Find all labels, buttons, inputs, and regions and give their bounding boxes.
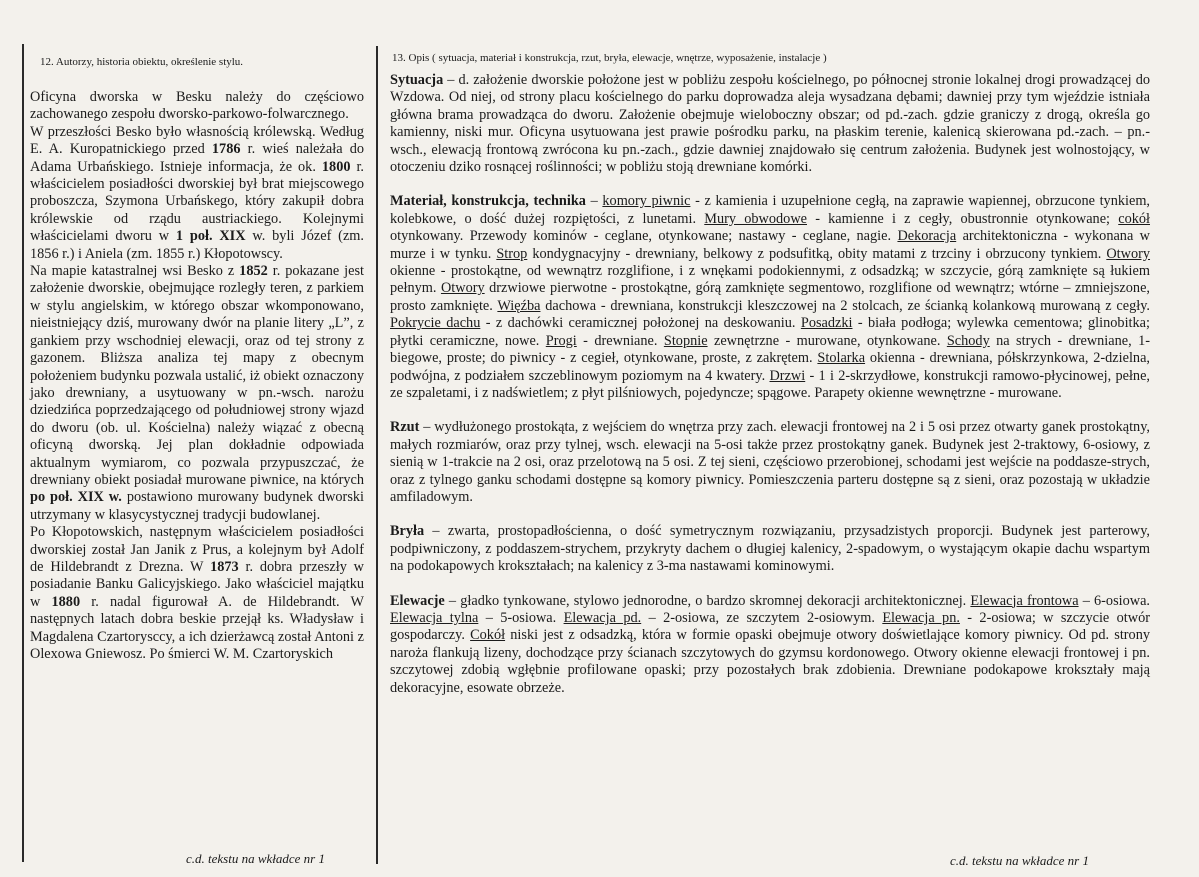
underlined-term: Mury obwodowe [704, 210, 807, 227]
left-paragraph-2 [30, 124, 364, 263]
text-run: okienna - drewniana, półskrzynkowa, 2-dzielna, podwójna, z podziałem szczeblinowym poziomym na 4 kwatery. [390, 350, 1150, 384]
section-material [390, 193, 1150, 402]
text-run: – wydłużonego prostokąta, z wejściem do wnętrza przy zach. elewacji frontowej na 2 i 5 osi przez otwarty ganek prostokątny, małych rozmiarów, oraz przy tylnej, wsch. elewacji na 5-osi także przez prostokątny ganek. Budynek jest 2-traktowy, 6-osiowy, z sienią w 1-trakcie na 2 osi, oraz przelotową na 5 osi. Z tej sieni, częściowo przerobionej, schodami jest wejście na poddasze-strych, oraz z tylnego ganku schodami dostępne są komory piwnicy. Pomieszczenia parteru dostępne są z sieni, oraz pozostają w układzie amfiladowym. [390, 419, 1150, 505]
text-run: r. nadal figurował A. de Hildebrandt. W następnych latach dobra beskie przejął ks. Władysław i Magdalena Czartorysccy, a ich dzierżawcą został Antoni z Olexowa Gniewosz. Po śmierci W. M. Czartoryskich [30, 593, 365, 662]
underlined-term: Drzwi [769, 367, 806, 384]
text-run: – zwarta, prostopadłościenna, o dość symetrycznym rozwiązaniu, przysadzistych proporcji. Budynek jest parterowy, podpiwniczony, z poddaszem-strychem, przykryty dachem o długiej kalenicy, 2-spadowym, o wystającym okapie dachu wspartym na podokapowych krokształach; na kalenicy z 3-ma nastawami kominowymi. [390, 523, 1150, 575]
underlined-term: Schody [946, 332, 990, 349]
bold-run: Materiał, konstrukcja, technika [390, 193, 586, 210]
underlined-term: Stolarka [817, 350, 866, 367]
text-run: drzwiowe pierwotne - prostokątne, górą zamknięte segmentowo, rozglifione od wewnątrz; wtórne – zmniejszone, prosto zamknięte. [390, 280, 1150, 314]
section-sytuacja [390, 72, 1150, 176]
underlined-term: Elewacja frontowa [970, 592, 1079, 609]
left-column-header: 12. Autorzy, historia obiektu, określenie stylu. [40, 56, 244, 68]
column-divider [376, 46, 378, 864]
text-run: niski jest z odsadzką, która w formie opaski obejmuje otwory doświetlające komory piwnicy. Od pd. strony naroża flankują lizeny, dochodzące przy ścianach szczytowych do gzymsu kordonowego. Otwory okienne elewacji frontowej i pn. szczytowej zdobią wgłębnie profilowane opaski; przy pozostałych brak zdobienia. Drewniane podokapowe krokształy mają dekoracyjne, esowate obrzeże. [390, 627, 1150, 696]
text-run: r. wieś należała do Adama Urbańskiego. Istnieje informacja, że ok. [30, 141, 364, 175]
text-run: Na mapie katastralnej wsi Besko z [30, 263, 240, 280]
underlined-term: Elewacja pd. [563, 609, 642, 626]
text-run: – [585, 193, 603, 210]
underlined-term: Elewacja pn. [882, 609, 960, 626]
underlined-term: Otwory [440, 280, 485, 297]
right-column-header: 13. Opis ( sytuacja, materiał i konstrukcja, rzut, bryła, elewacje, wnętrze, wyposażenie, instalacje ) [392, 52, 827, 64]
section-rzut [390, 419, 1150, 506]
text-run: Po Kłopotowskich, następnym właścicielem posiadłości dworskiej został Jan Janik z Prus, a kolejnym był Adolf de Hildebrandt z Drezna. W [30, 524, 364, 575]
text-run: postawiono murowany budynek dworski utrzymany w klasycystycznej tradycji budowlanej. [30, 489, 365, 523]
text-run: – 6-osiowa. [1078, 592, 1150, 609]
left-footer-note: c.d. tekstu na wkładce nr 1 [186, 851, 325, 866]
text-run: kondygnacyjny - drewniany, belkowy z podsufitką, obity matami z trzciny i obrzucony tynkiem. [527, 245, 1107, 262]
underlined-term: komory piwnic [602, 193, 691, 210]
underlined-term: Posadzki [800, 315, 853, 332]
underlined-term: Elewacja tylna [390, 609, 479, 626]
bold-run: 1880 [51, 593, 81, 610]
section-bryla [390, 523, 1150, 575]
left-paragraph-4 [30, 524, 364, 663]
underlined-term: Otwory [1106, 245, 1151, 262]
underlined-term: Cokół [470, 627, 506, 644]
underlined-term: cokół [1118, 210, 1150, 227]
text-run: okienne - prostokątne, od wewnątrz rozglifione, i z wnękami podokiennymi, z odsadzką; w szczycie, górą zamknięte są łukiem pełnym. [390, 263, 1150, 297]
text-run: dachowa - drewniana, konstrukcji kleszczowej na 2 stolcach, ze ścianką kolankową murowaną z cegły. [540, 297, 1150, 314]
text-run: – gładko tynkowane, stylowo jednorodne, o bardzo skromnej dekoracji architektonicznej. [444, 592, 971, 609]
underlined-term: Progi [545, 332, 577, 349]
bold-run: 1873 [210, 558, 239, 575]
text-run: na strych - drewniane, 1-biegowe, proste; do piwnicy - z cegieł, otynkowane, proste, z zakrętem. [390, 332, 1150, 367]
bold-run: Sytuacja [390, 72, 444, 88]
right-column-text [390, 72, 1150, 697]
bold-run: po poł. XIX w. [30, 489, 122, 506]
text-run: r. pokazane jest założenie dworskie, obejmujące rozległy teren, z parkiem w stylu angielskim, w którego obszar wkomponowano, nieistniejący dziś, murowany dwór na planie litery „L”, z gankiem przy wschodniej elewacji, oraz od tej strony z gazonem. Bliższa analiza tej mapy z obecnym położeniem budynku pozwala ustalić, iż obiekt oznaczony jako drewniany, a usytuowany w pn.-wsch. narożu dziedzińca poprzedzającego od południowej strony wjazd do dworu (ob. ul. Kościelna) należy wiązać z obecną oficyną dworską. Jej plan dokładnie odpowiada aktualnym wymiarom, co pozwala przypuszczać, że drewniany obiekt posiadał murowane piwnice, na których [30, 263, 364, 488]
bold-run: Bryła [390, 523, 425, 540]
text-run: - 2-osiowa; w szczycie otwór gospodarczy. [390, 609, 1150, 644]
text-run: zewnętrzne - murowane, otynkowane. [707, 332, 947, 349]
text-run: - z dachówki ceramicznej położonej na deskowaniu. [480, 315, 801, 332]
text-run: - z kamienia i uzupełnione cegłą, na zaprawie wapiennej, obrzucone tynkiem, kolebkowe, o dość dużej rozpiętości, z lunetami. [390, 193, 1151, 227]
underlined-term: Pokrycie dachu [390, 315, 481, 332]
left-outer-border [22, 44, 24, 862]
text-run: W przeszłości Besko było własnością królewską. Według E. A. Kuropatnickiego przed [30, 123, 364, 158]
text-run: - 1 i 2-skrzydłowe, konstrukcji ramowo-płycinowej, pełne, ze szpaletami, i z nadświetlem; z płyt pilśniowych, pojedyncze; spągowe. Parapety okienne wewnętrzne - murowane. [390, 367, 1150, 401]
underlined-term: Dekoracja [897, 228, 957, 245]
underlined-term: Stopnie [663, 332, 708, 349]
left-paragraph-3 [30, 263, 364, 524]
text-run: Oficyna dworska w Besku należy do częściowo zachowanego zespołu dworsko-parkowo-folwarcznego. [30, 89, 364, 123]
text-run: - biała podłoga; wylewka cementowa; glinobitka; płytki ceramiczne, nowe. [390, 315, 1150, 349]
bold-run: 1852 [239, 263, 268, 280]
text-run: w. byli Józef (zm. 1856 r.) i Aniela (zm. 1855 r.) Kłopotowscy. [30, 228, 364, 262]
section-elewacje [390, 593, 1150, 697]
bold-run: Rzut [390, 419, 420, 436]
underlined-term: Więźba [497, 297, 541, 314]
bold-run: Elewacje [390, 592, 445, 609]
underlined-term: Strop [496, 245, 528, 262]
right-footer-note: c.d. tekstu na wkładce nr 1 [950, 853, 1089, 868]
text-run: - drewniane. [576, 332, 664, 349]
bold-run: 1800 [321, 158, 351, 175]
bold-run: 1786 [211, 141, 241, 158]
text-run: r. dobra przeszły w posiadanie Banku Galicyjskiego. Jako właściciel majątku w [30, 558, 364, 610]
left-paragraph-1 [30, 89, 364, 124]
text-run: r. właścicielem posiadłości dworskiej był brat miejscowego proboszcza, Szymona Urbańskego, który zakupił dobra królewskie od rządu austriackiego. Kolejnymi właścicielami dworu w [30, 158, 365, 245]
text-run: – 5-osiowa. [478, 609, 564, 626]
bold-run: 1 poł. XIX [175, 228, 246, 245]
text-run: – d. założenie dworskie położone jest w pobliżu zespołu kościelnego, po północnej stronie lokalnej drogi prowadzącej do Wzdowa. Od niej, od strony placu kościelnego do parku doprowadza aleja wysadzana dębami; dawniej przy tym wjeździe istniała główna brama prowadząca do dworu. Założenie obejmuje wieloboczny obszar; od pd.-zach. gdzie graniczy z drogą, określa go kamienny, niski mur. Oficyna usytuowana jest prawie pośrodku parku, na płaskim terenie, kalenicą skierowana pd.-zach. – pn.-wsch., elewacją frontową zwrócona ku pn.-zach., gdzie dawniej znajdowało się centrum założenia. Budynek jest wolnostojący, w otoczeniu dziko rosnącej roślinności; w pobliżu stoją drewniane komórki. [390, 72, 1150, 176]
text-run: otynkowany. Przewody kominów - ceglane, otynkowane; nastawy - ceglane, nagie. [390, 228, 898, 245]
text-run: architektoniczna - wykonana w murze i w tynku. [390, 228, 1151, 262]
left-column-text [30, 89, 364, 663]
text-run: – 2-osiowa, ze szczytem 2-osiowym. [641, 609, 883, 626]
text-run: - kamienne i z cegły, obustronnie otynkowane; [807, 210, 1119, 227]
